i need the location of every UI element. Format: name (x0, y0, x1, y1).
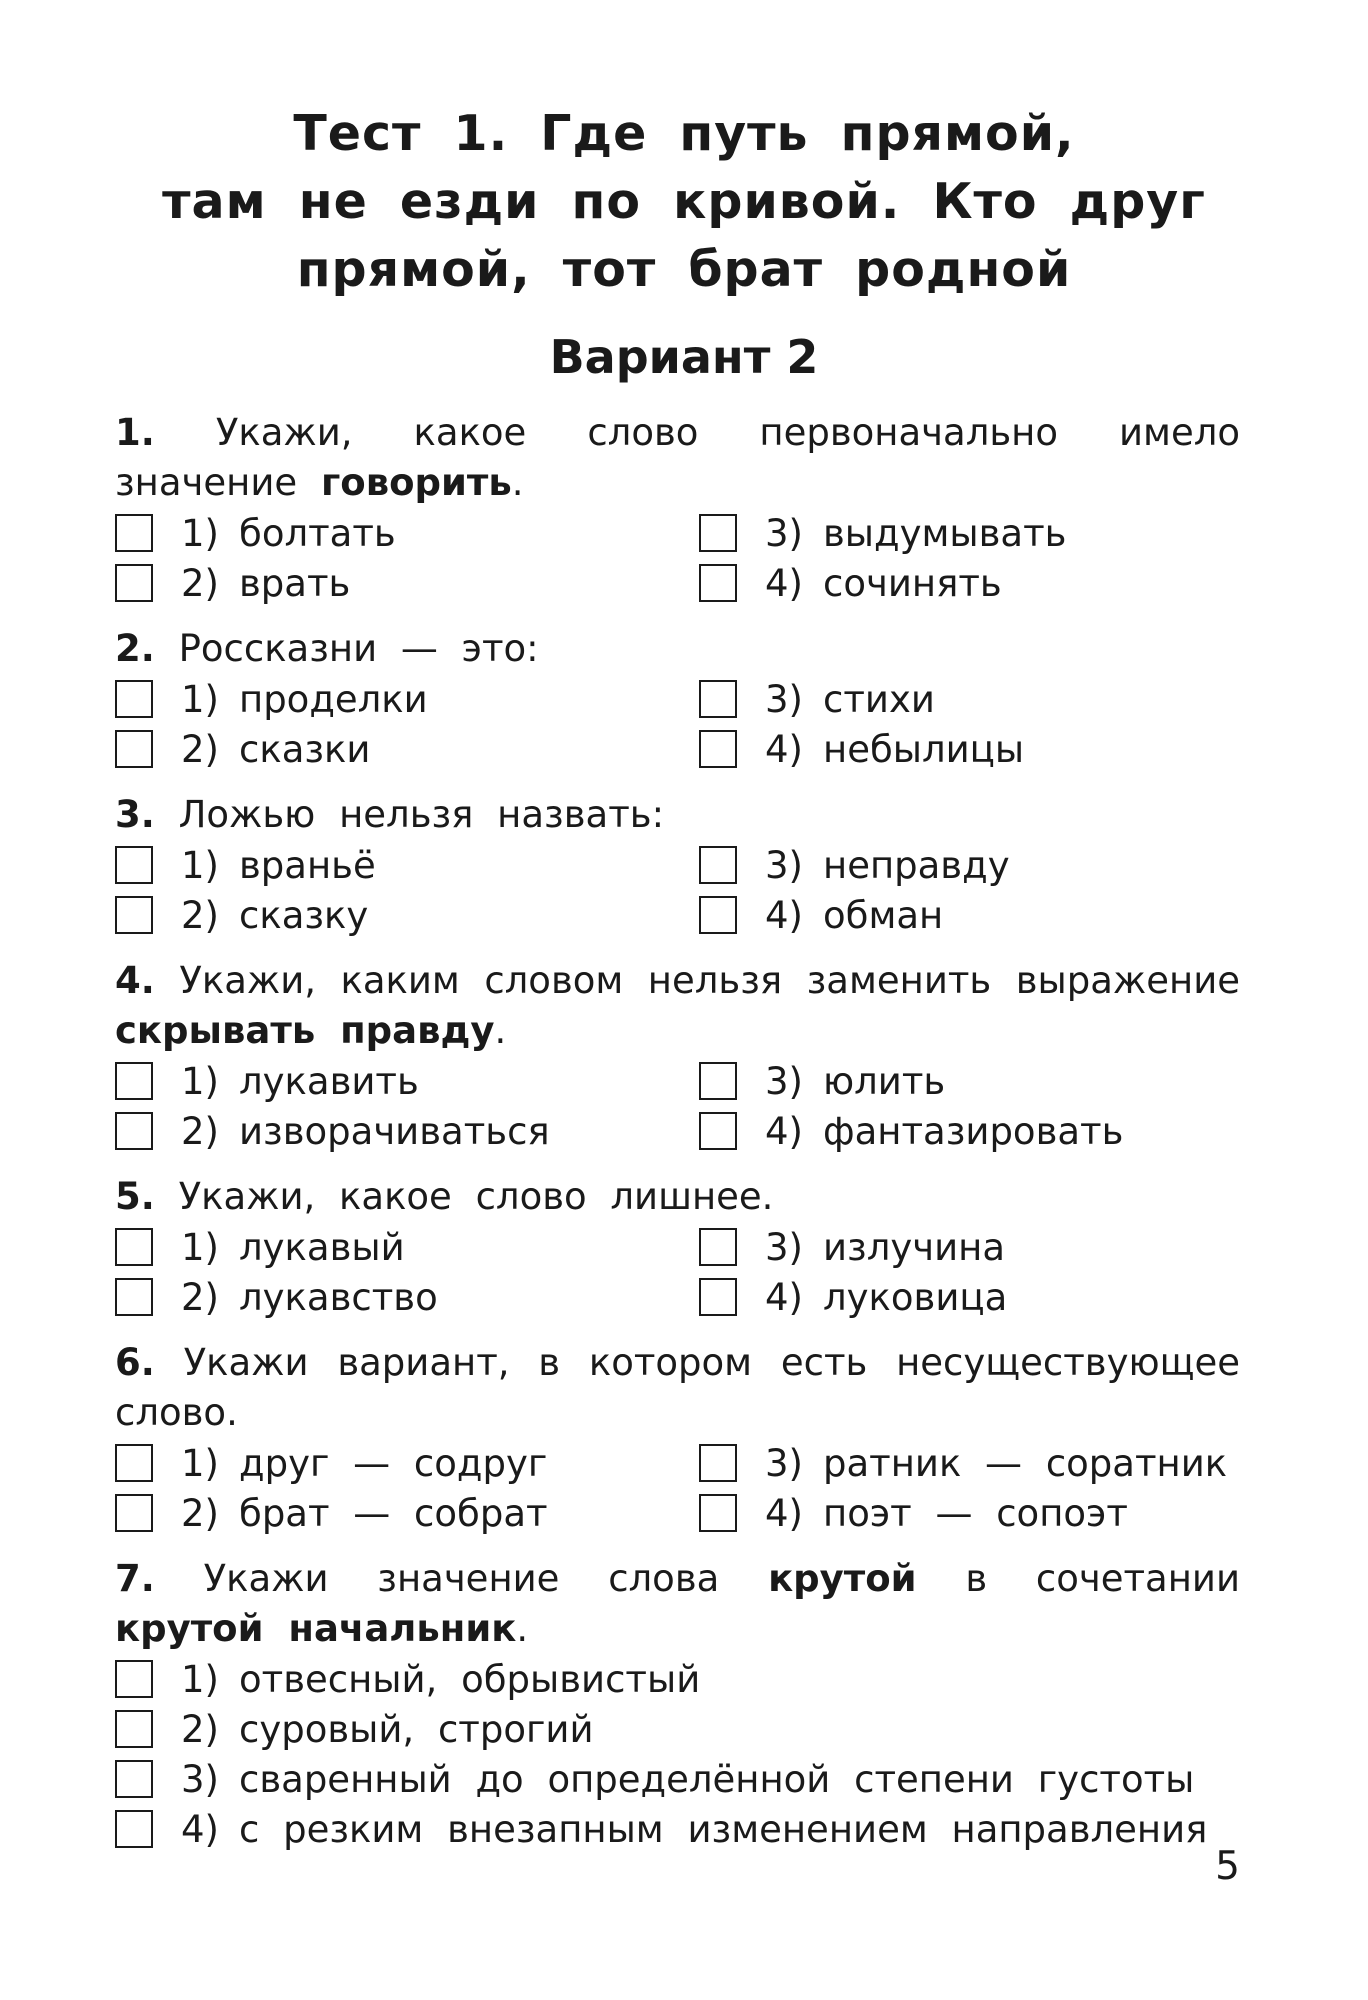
answer-option[interactable] (115, 1754, 1240, 1804)
answer-option[interactable] (115, 1056, 699, 1106)
question-number: 6. (115, 1341, 155, 1384)
option-text: фантазировать (823, 1109, 1124, 1153)
question-number: 2. (115, 627, 155, 670)
title-line: Тест 1. Где путь прямой, (293, 105, 1075, 162)
answer-option[interactable] (699, 1222, 1240, 1272)
answer-options (115, 840, 1240, 940)
answer-option[interactable] (115, 1704, 1240, 1754)
page-number: 5 (1215, 1844, 1240, 1889)
answer-option[interactable] (699, 674, 1240, 724)
option-text: сказку (239, 893, 369, 937)
option-number: 1) (181, 511, 219, 555)
question-keyword: крутой начальник (115, 1607, 517, 1650)
answer-options (115, 1654, 1240, 1854)
option-text: изворачиваться (239, 1109, 550, 1153)
option-number: 1) (181, 1059, 219, 1103)
question-number: 3. (115, 793, 155, 836)
option-number: 4) (765, 727, 803, 771)
answer-option[interactable] (115, 1438, 699, 1488)
variant-heading: Вариант 2 (549, 330, 819, 384)
question-keyword: крутой (768, 1557, 917, 1600)
option-text: проделки (239, 677, 428, 721)
answer-option[interactable] (115, 508, 699, 558)
option-number: 2) (181, 1491, 219, 1535)
question-text-part: Укажи, какое слово первоначально имело значение (115, 411, 1240, 504)
option-text: отвесный, обрывистый (239, 1657, 701, 1701)
question-text (115, 408, 1240, 508)
option-number: 3) (765, 843, 803, 887)
option-number: 4) (181, 1807, 219, 1851)
answer-checkbox[interactable] (115, 1494, 153, 1532)
option-number: 2) (181, 1707, 219, 1751)
answer-options (115, 1056, 1240, 1156)
answer-checkbox[interactable] (115, 1228, 153, 1266)
answer-checkbox[interactable] (699, 1444, 737, 1482)
question-text-part: Укажи, какое слово лишнее. (178, 1175, 774, 1218)
option-number: 2) (181, 727, 219, 771)
question-3 (115, 790, 1240, 940)
option-text: враньё (239, 843, 376, 887)
answer-checkbox[interactable] (115, 514, 153, 552)
option-number: 4) (765, 893, 803, 937)
option-text: ратник — соратник (823, 1441, 1228, 1485)
answer-checkbox[interactable] (699, 730, 737, 768)
answer-option[interactable] (699, 1106, 1240, 1156)
answer-checkbox[interactable] (115, 1710, 153, 1748)
answer-options (115, 1222, 1240, 1322)
answer-option[interactable] (115, 840, 699, 890)
option-number: 3) (765, 511, 803, 555)
question-text (115, 1554, 1240, 1654)
option-number: 2) (181, 893, 219, 937)
option-text: с резким внезапным изменением направления (239, 1807, 1208, 1851)
answer-checkbox[interactable] (699, 680, 737, 718)
answer-checkbox[interactable] (699, 896, 737, 934)
question-number: 4. (115, 959, 155, 1002)
question-1 (115, 408, 1240, 608)
question-text-part: Ложью нельзя назвать: (178, 793, 665, 836)
answer-checkbox[interactable] (699, 1228, 737, 1266)
option-number: 1) (181, 677, 219, 721)
question-text-part: . (511, 461, 524, 504)
option-text: брат — собрат (239, 1491, 548, 1535)
question-text (115, 624, 1240, 674)
answer-checkbox[interactable] (699, 1494, 737, 1532)
option-text: юлить (823, 1059, 946, 1103)
test-title (0, 100, 1368, 304)
option-text: суровый, строгий (239, 1707, 594, 1751)
title-line: там не езди по кривой. Кто друг (162, 173, 1206, 230)
option-number: 1) (181, 1657, 219, 1701)
option-text: выдумывать (823, 511, 1067, 555)
answer-option[interactable] (699, 508, 1240, 558)
option-text: сваренный до определённой степени густоты (239, 1757, 1195, 1801)
answer-checkbox[interactable] (115, 1660, 153, 1698)
title-line: прямой, тот брат родной (296, 241, 1072, 298)
answer-checkbox[interactable] (699, 846, 737, 884)
option-number: 1) (181, 843, 219, 887)
option-number: 4) (765, 561, 803, 605)
answer-checkbox[interactable] (115, 1112, 153, 1150)
question-text-part: . (494, 1009, 507, 1052)
answer-option[interactable] (115, 1654, 1240, 1704)
option-text: болтать (239, 511, 396, 555)
question-4 (115, 956, 1240, 1156)
answer-option[interactable] (115, 1272, 699, 1322)
question-text-part: Укажи, каким словом нельзя заменить выражение (179, 959, 1240, 1002)
question-text-part: . (516, 1607, 529, 1650)
option-text: сочинять (823, 561, 1002, 605)
option-text: друг — содруг (239, 1441, 548, 1485)
answer-option[interactable] (699, 1056, 1240, 1106)
question-text (115, 790, 1240, 840)
option-text: стихи (823, 677, 935, 721)
option-number: 2) (181, 561, 219, 605)
option-number: 2) (181, 1109, 219, 1153)
answer-checkbox[interactable] (115, 1444, 153, 1482)
option-number: 3) (181, 1757, 219, 1801)
question-number: 7. (115, 1557, 155, 1600)
answer-option[interactable] (699, 1488, 1240, 1538)
question-number: 5. (115, 1175, 155, 1218)
questions-list (115, 408, 1240, 1870)
question-2 (115, 624, 1240, 774)
answer-option[interactable] (115, 890, 699, 940)
answer-option[interactable] (699, 724, 1240, 774)
answer-checkbox[interactable] (115, 896, 153, 934)
answer-option[interactable] (115, 724, 699, 774)
option-number: 1) (181, 1225, 219, 1269)
option-number: 3) (765, 677, 803, 721)
option-text: неправду (823, 843, 1010, 887)
question-keyword: говорить (320, 461, 512, 504)
answer-option[interactable] (115, 1804, 1240, 1854)
answer-option[interactable] (699, 840, 1240, 890)
question-number: 1. (115, 411, 155, 454)
answer-option[interactable] (115, 558, 699, 608)
answer-checkbox[interactable] (699, 1112, 737, 1150)
question-text (115, 1172, 1240, 1222)
answer-checkbox[interactable] (115, 1810, 153, 1848)
option-number: 2) (181, 1275, 219, 1319)
answer-option[interactable] (115, 1222, 699, 1272)
question-text (115, 956, 1240, 1056)
answer-option[interactable] (115, 1488, 699, 1538)
option-text: луковица (823, 1275, 1008, 1319)
answer-option[interactable] (115, 674, 699, 724)
question-6 (115, 1338, 1240, 1538)
question-keyword: скрывать правду (115, 1009, 495, 1052)
option-text: обман (823, 893, 944, 937)
question-text-part: Россказни — это: (178, 627, 539, 670)
answer-checkbox[interactable] (115, 1278, 153, 1316)
option-text: лукавить (239, 1059, 419, 1103)
answer-checkbox[interactable] (115, 846, 153, 884)
option-number: 3) (765, 1059, 803, 1103)
answer-checkbox[interactable] (115, 564, 153, 602)
answer-checkbox[interactable] (115, 680, 153, 718)
answer-checkbox[interactable] (699, 1062, 737, 1100)
answer-option[interactable] (115, 1106, 699, 1156)
question-text (115, 1338, 1240, 1438)
option-number: 3) (765, 1225, 803, 1269)
question-7 (115, 1554, 1240, 1854)
option-text: сказки (239, 727, 371, 771)
option-number: 4) (765, 1275, 803, 1319)
answer-option[interactable] (699, 1272, 1240, 1322)
answer-checkbox[interactable] (699, 564, 737, 602)
answer-options (115, 1438, 1240, 1538)
answer-option[interactable] (699, 1438, 1240, 1488)
answer-checkbox[interactable] (115, 730, 153, 768)
option-text: лукавый (239, 1225, 405, 1269)
option-text: лукавство (239, 1275, 438, 1319)
answer-checkbox[interactable] (115, 1062, 153, 1100)
option-number: 1) (181, 1441, 219, 1485)
answer-checkbox[interactable] (115, 1760, 153, 1798)
answer-options (115, 508, 1240, 608)
option-number: 4) (765, 1491, 803, 1535)
option-text: поэт — сопоэт (823, 1491, 1128, 1535)
option-text: излучина (823, 1225, 1006, 1269)
answer-checkbox[interactable] (699, 1278, 737, 1316)
option-number: 4) (765, 1109, 803, 1153)
answer-option[interactable] (699, 558, 1240, 608)
option-text: небылицы (823, 727, 1025, 771)
question-text-part: Укажи вариант, в котором есть несуществующее слово. (115, 1341, 1241, 1434)
option-number: 3) (765, 1441, 803, 1485)
question-text-part: в сочетании (916, 1557, 1241, 1600)
answer-option[interactable] (699, 890, 1240, 940)
answer-checkbox[interactable] (699, 514, 737, 552)
answer-options (115, 674, 1240, 774)
question-5 (115, 1172, 1240, 1322)
question-text-part: Укажи значение слова (203, 1557, 769, 1600)
option-text: врать (239, 561, 351, 605)
